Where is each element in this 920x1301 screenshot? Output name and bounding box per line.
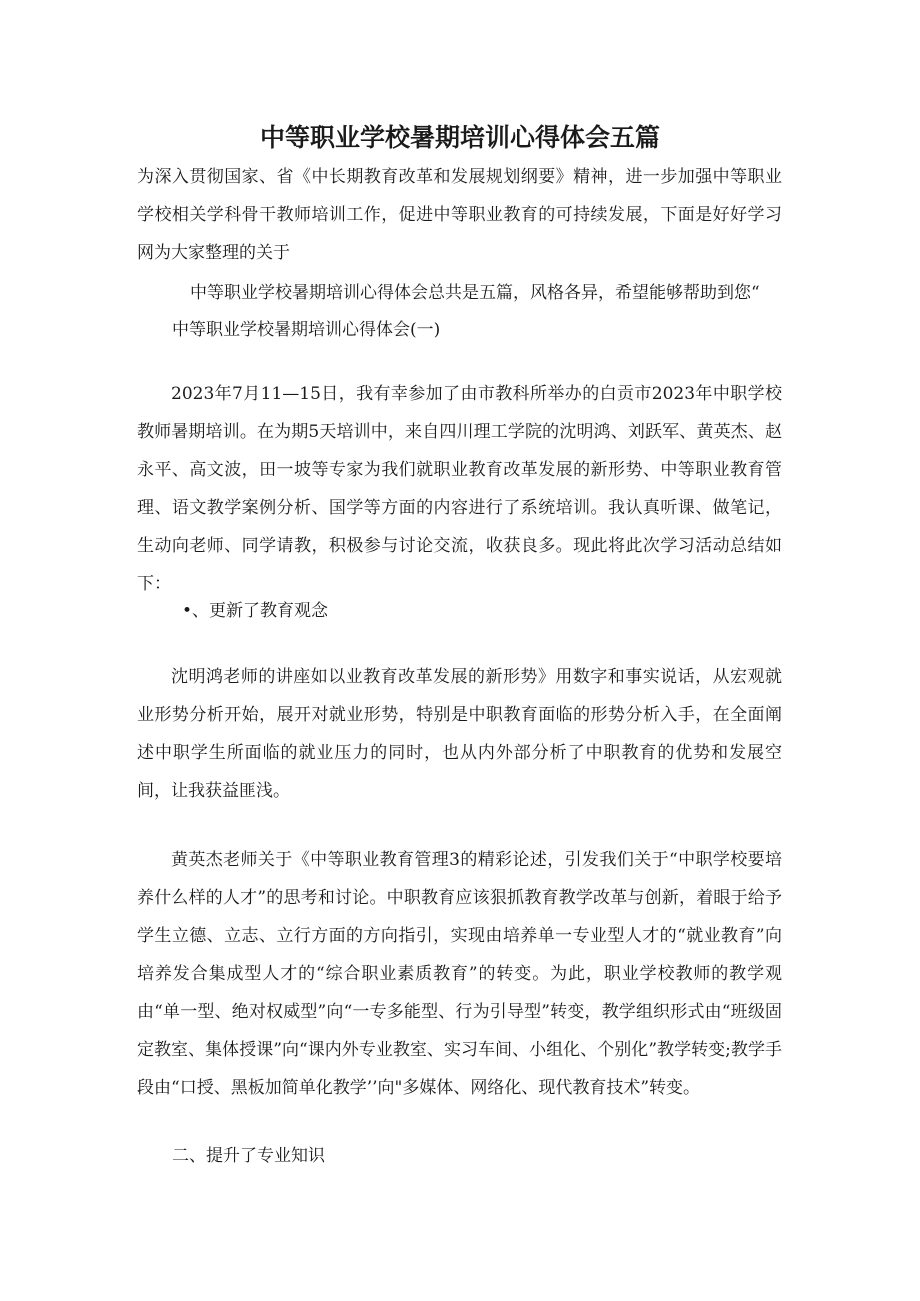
summary-line: 中等职业学校暑期培训心得体会总共是五篇，风格各异，希望能够帮助到您“ — [190, 283, 760, 303]
article-subtitle: 中等职业学校暑期培训心得体会(一) — [172, 320, 441, 340]
section-1-heading: •、更新了教育观念 — [182, 601, 329, 621]
section-2-heading: 二、提升了专业知识 — [172, 1146, 325, 1166]
paragraph-1: 2023年7月11—15日，我有幸参加了由市教科所举办的白贡市2023年中职学校教师暑期培训。在为期5天培训中，来自四川理工学院的沈明鸿、刘跃军、黄英杰、赵永平、高文波，田一坡等专家为我们就职业教育改革发展的新形势、中等职业教育管理、语文教学案例分析、国学等方面的内容进行了系统培训。我认真听课、做笔记，生动向老师、同学请教，积极参与讨论交流，收获良多。现此将此次学习活动总结如下： — [137, 384, 782, 594]
document-title: 中等职业学校暑期培训心得体会五篇 — [259, 123, 660, 152]
intro-paragraph: 为深入贯彻国家、省《中长期教育改革和发展规划纲要》精神，进一步加强中等职业学校相关学科骨干教师培训工作，促进中等职业教育的可持续发展，下面是好好学习网为大家整理的关于 — [137, 167, 782, 263]
paragraph-2: 沈明鸿老师的讲座如以业教育改革发展的新形势》用数字和事实说话，从宏观就业形势分析开始，展开对就业形势，特别是中职教育面临的形势分析入手，在全面阐述中职学生所面临的就业压力的同时，也从内外部分析了中职教育的优势和发展空间，让我获益匪浅。 — [137, 667, 782, 801]
paragraph-3: 黄英杰老师关于《中等职业教育管理3的精彩论述，引发我们关于“中职学校要培养什么样的人才”的思考和讨论。中职教育应该狠抓教育教学改革与创新，着眼于给予学生立德、立志、立行方面的方向指引，实现由培养单一专业型人才的“就业教育”向培养发合集成型人才的“综合职业素质教育”的转变。为此，职业学校教师的教学观由“单一型、绝对权威型”向“一专多能型、行为引导型”转变，教学组织形式由“班级固定教室、集体授课”向“课内外专业教室、实习车间、小组化、个别化”教学转变;教学手段由“口授、黑板加简单化教学’’向"多媒体、网络化、现代教育技术”转变。 — [137, 850, 782, 1098]
